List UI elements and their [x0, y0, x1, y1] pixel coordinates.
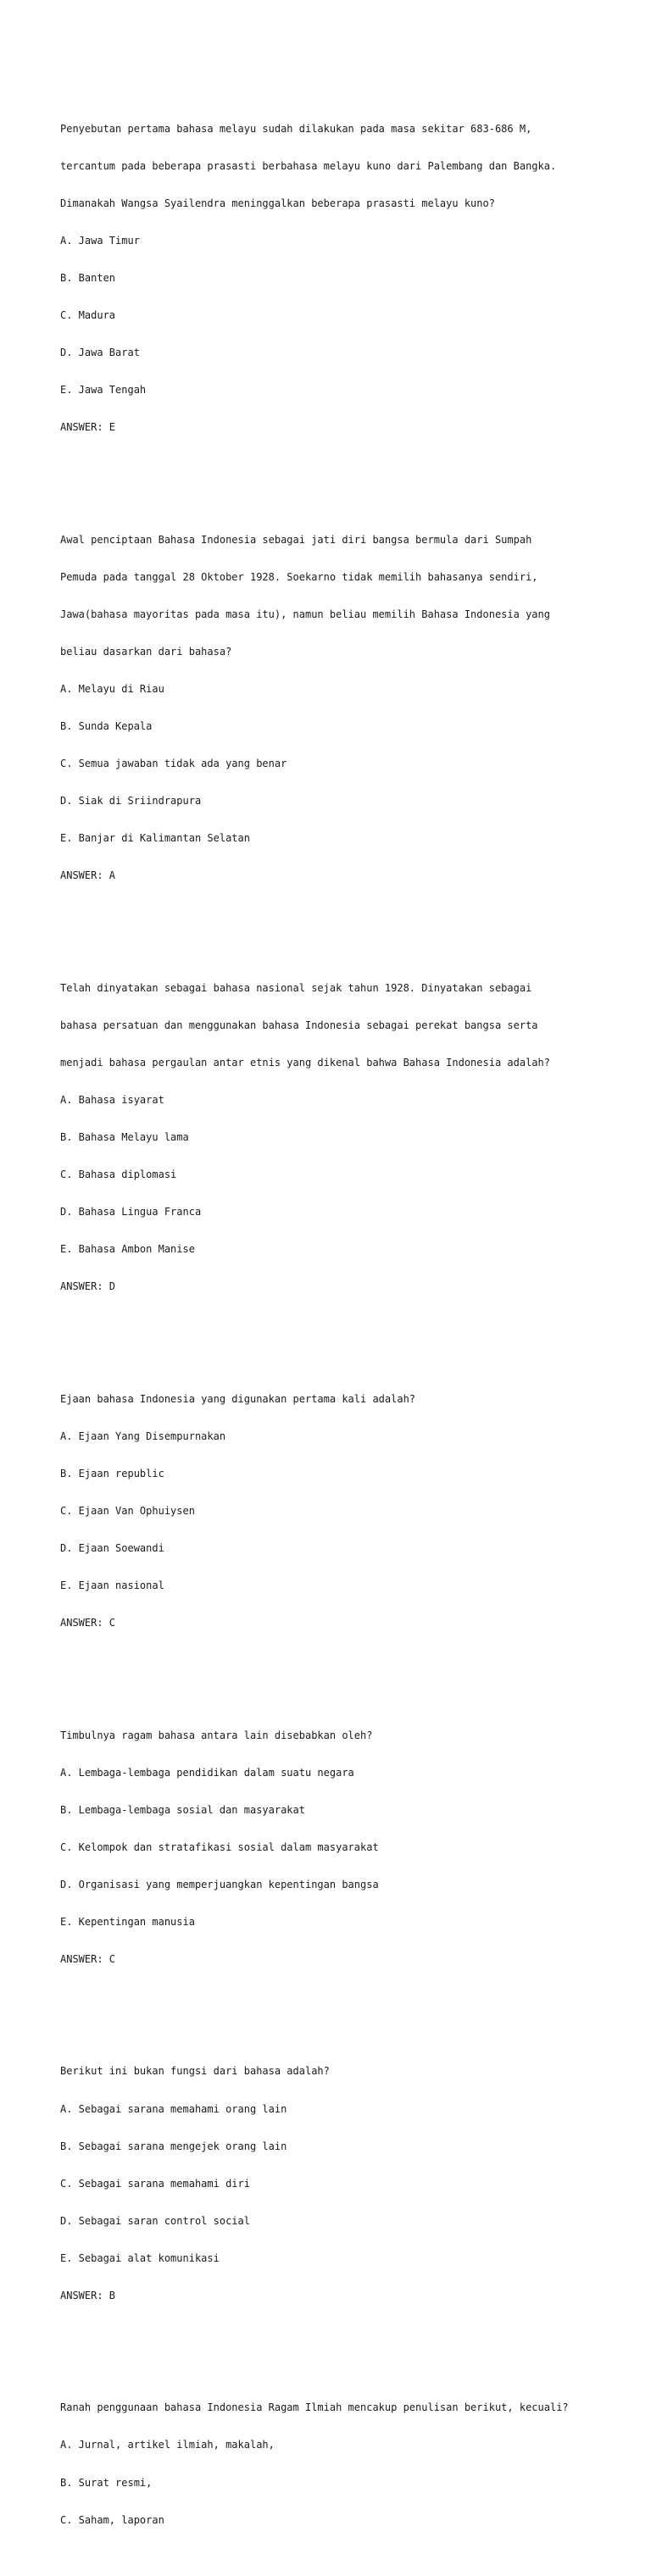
option-d: D. Bahasa Lingua Franca: [60, 1206, 202, 1219]
question-text: Ranah penggunaan bahasa Indonesia Ragam Ilmiah mencakup penulisan berikut, kecuali?: [60, 2401, 569, 2414]
option-c: C. Bahasa diplomasi: [60, 1169, 177, 1181]
option-b: B. Lembaga-lembaga sosial dan masyarakat: [60, 1803, 305, 1816]
option-c: C. Kelompok dan stratafikasi sosial dalam masyarakat: [60, 1840, 379, 1853]
question-text: Jawa(bahasa mayoritas pada masa itu), namun beliau memilih Bahasa Indonesia yang: [60, 608, 550, 620]
question-text: Telah dinyatakan sebagai bahasa nasional sejak tahun 1928. Dinyatakan sebagai: [60, 981, 532, 994]
option-c: C. Ejaan Van Ophuiysen: [60, 1505, 195, 1518]
option-c: C. Madura: [60, 308, 116, 321]
answer-key: ANSWER: E: [60, 421, 116, 434]
document-page: [60, 60, 645, 2576]
option-a: A. Ejaan Yang Disempurnakan: [60, 1430, 226, 1442]
answer-key: ANSWER: A: [60, 869, 116, 882]
question-3: [60, 957, 645, 1318]
option-a: A. Jawa Timur: [60, 234, 140, 247]
question-1: [60, 97, 645, 458]
option-b: B. Banten: [60, 271, 116, 284]
answer-key: ANSWER: C: [60, 1953, 116, 1966]
option-b: B. Ejaan republic: [60, 1467, 164, 1480]
option-e: E. Sebagai alat komunikasi: [60, 2251, 220, 2264]
question-text: tercantum pada beberapa prasasti berbahasa melayu kuno dari Palembang dan Bangka.: [60, 159, 557, 172]
option-a: A. Bahasa isyarat: [60, 1093, 164, 1106]
question-text: Awal penciptaan Bahasa Indonesia sebagai jati diri bangsa bermula dari Sumpah: [60, 533, 532, 546]
question-text: Timbulnya ragam bahasa antara lain disebabkan oleh?: [60, 1729, 373, 1741]
question-6: [60, 2040, 645, 2327]
question-text: beliau dasarkan dari bahasa?: [60, 645, 232, 658]
option-a: A. Sebagai sarana memahami orang lain: [60, 2102, 287, 2115]
option-d: D. Organisasi yang memperjuangkan kepentingan bangsa: [60, 1878, 379, 1890]
question-text: Pemuda pada tanggal 28 Oktober 1928. Soekarno tidak memilih bahasanya sendiri,: [60, 570, 538, 583]
option-d: D. Siak di Sriindrapura: [60, 795, 202, 808]
question-text: Dimanakah Wangsa Syailendra meninggalkan beberapa prasasti melayu kuno?: [60, 197, 495, 209]
option-c: C. Semua jawaban tidak ada yang benar: [60, 758, 287, 770]
option-a: A. Jurnal, artikel ilmiah, makalah,: [60, 2439, 275, 2451]
option-e: E. Bahasa Ambon Manise: [60, 1243, 195, 1256]
option-a: A. Lembaga-lembaga pendidikan dalam suatu negara: [60, 1766, 354, 1779]
question-text: Ejaan bahasa Indonesia yang digunakan pertama kali adalah?: [60, 1392, 416, 1405]
question-text: menjadi bahasa pergaulan antar etnis yang dikenal bahwa Bahasa Indonesia adalah?: [60, 1056, 550, 1069]
question-5: [60, 1704, 645, 1990]
option-d: D. Jawa Barat: [60, 347, 140, 359]
option-b: B. Sunda Kepala: [60, 720, 153, 733]
option-b: B. Sebagai sarana mengejek orang lain: [60, 2140, 287, 2152]
option-d: D. Sebagai saran control social: [60, 2214, 250, 2227]
question-7: [60, 2377, 645, 2551]
option-c: C. Saham, laporan: [60, 2513, 164, 2526]
question-text: Berikut ini bukan fungsi dari bahasa adalah?: [60, 2065, 330, 2078]
option-e: E. Jawa Tengah: [60, 384, 147, 397]
option-b: B. Surat resmi,: [60, 2476, 153, 2489]
answer-key: ANSWER: B: [60, 2290, 116, 2302]
option-d: D. Ejaan Soewandi: [60, 1542, 164, 1555]
answer-key: ANSWER: D: [60, 1280, 116, 1293]
option-e: E. Ejaan nasional: [60, 1579, 164, 1592]
question-text: bahasa persatuan dan menggunakan bahasa Indonesia sebagai perekat bangsa serta: [60, 1019, 538, 1031]
question-4: [60, 1368, 645, 1654]
option-e: E. Kepentingan manusia: [60, 1916, 195, 1929]
question-2: [60, 508, 645, 907]
option-a: A. Melayu di Riau: [60, 682, 164, 695]
option-b: B. Bahasa Melayu lama: [60, 1131, 189, 1144]
option-c: C. Sebagai sarana memahami diri: [60, 2177, 250, 2190]
answer-key: ANSWER: C: [60, 1617, 116, 1629]
question-text: Penyebutan pertama bahasa melayu sudah dilakukan pada masa sekitar 683-686 M,: [60, 122, 532, 135]
option-e: E. Banjar di Kalimantan Selatan: [60, 832, 250, 845]
